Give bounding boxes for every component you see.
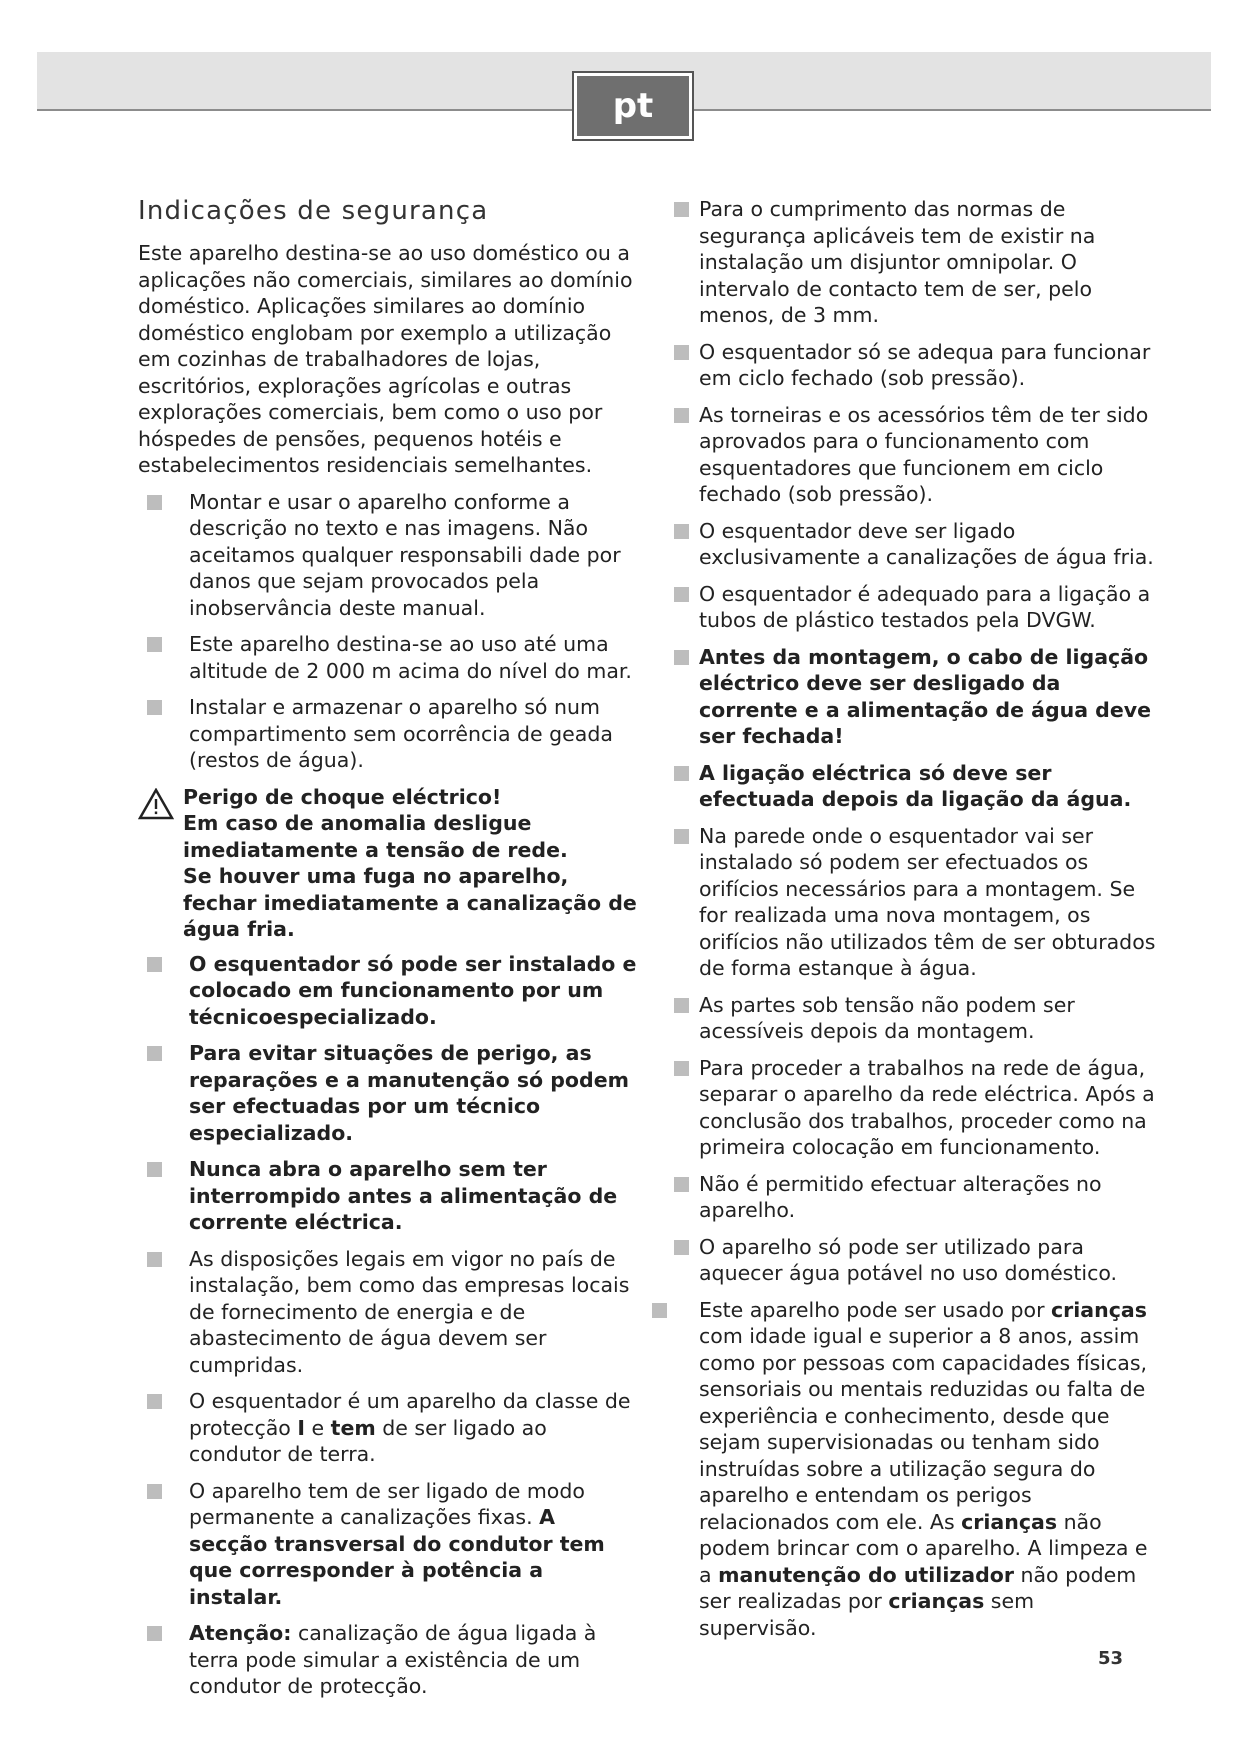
bullet-square-icon [147, 1252, 162, 1267]
list-item-text: Não é permitido efectuar alterações no aparelho. [699, 1171, 1102, 1222]
list-item [652, 823, 1157, 982]
list-item-text: O aparelho só pode ser utilizado para aquecer água potável no uso doméstico. [699, 1234, 1118, 1285]
bullet-square-icon [674, 766, 689, 781]
bullet-square-icon [147, 1394, 162, 1409]
warning-triangle-icon [138, 788, 174, 820]
bullet-square-icon [147, 1162, 162, 1177]
list-item [652, 1234, 1157, 1287]
bullet-square-icon [147, 637, 162, 652]
list-item [652, 992, 1157, 1045]
bullet-square-icon [674, 524, 689, 539]
list-item-text: Na parede onde o esquentador vai ser instalado só podem ser efectuados os orifícios necessários para a montagem. Se for realizada uma nova montagem, os orifícios não utilizados têm de ser obturados de forma estanque à água. [699, 823, 1156, 980]
warning-line: Se houver uma fuga no aparelho, fechar imediatamente a canalização de água fria. [183, 864, 637, 941]
list-item-text: O esquentador só pode ser instalado e colocado em funcionamento por um técnicoespecializado. [189, 951, 637, 1029]
list-item [652, 339, 1157, 392]
list-item-text: O aparelho tem de ser ligado de modo permanente a canalizações fixas. A secção transversal do condutor tem que corresponder à potência a instalar. [189, 1478, 605, 1609]
list-item-text: Instalar e armazenar o aparelho só num compartimento sem ocorrência de geada (restos de água). [189, 695, 613, 772]
intro-paragraph: Este aparelho destina-se ao uso doméstico ou a aplicações não comerciais, similares ao domínio doméstico. Aplicações similares ao domínio doméstico englobam por exemplo a utilização em cozinhas de trabalhadores de lojas, escritórios, explorações agrícolas e outras explorações comerciais, bem como o uso por hóspedes de pensões, pequenos hotéis e estabelecimentos residenciais semelhantes. [138, 241, 633, 477]
list-item [652, 1297, 1157, 1642]
bullet-square-icon [674, 998, 689, 1013]
bullet-square-icon [147, 1484, 162, 1499]
list-item [138, 1156, 638, 1236]
list-item [652, 196, 1157, 329]
bullet-square-icon [674, 202, 689, 217]
list-item-text: Este aparelho pode ser usado por crianças com idade igual e superior a 8 anos, assim como por pessoas com capacidades físicas, sensoriais ou mentais reduzidas ou falta de experiência e conhecimento, desde que sejam supervisionadas ou tenham sido instruídas sobre a utilização segura do aparelho e entendam os perigos relacionados com ele. As crianças não podem brincar com o aparelho. A limpeza e a manutenção do utilizador não podem ser realizadas por crianças sem supervisão. [699, 1297, 1148, 1640]
list-item-text: As partes sob tensão não podem ser acessíveis depois da montagem. [699, 992, 1075, 1043]
list-item [138, 951, 638, 1031]
list-item [138, 489, 638, 622]
bullet-square-icon [147, 957, 162, 972]
list-item-text: Montar e usar o aparelho conforme a descrição no texto e nas imagens. Não aceitamos qualquer responsabili dade por danos que sejam provocados pela inobservância deste manual. [189, 489, 621, 620]
list-item-text: As disposições legais em vigor no país de instalação, bem como das empresas locais de fornecimento de energia e de abastecimento de água devem ser cumpridas. [189, 1246, 630, 1377]
list-item-text: Este aparelho destina-se ao uso até uma altitude de 2 000 m acima do nível do mar. [189, 632, 632, 683]
warning-line: Em caso de anomalia desligue imediatamente a tensão de rede. [183, 811, 568, 862]
right-column [652, 196, 1157, 1651]
list-item-text: Para proceder a trabalhos na rede de água, separar o aparelho da rede eléctrica. Após a conclusão dos trabalhos, proceder como na primeira colocação em funcionamento. [699, 1055, 1155, 1159]
electric-shock-warning [138, 784, 638, 943]
list-item-text: Nunca abra o aparelho sem ter interrompido antes a alimentação de corrente eléctrica. [189, 1157, 618, 1234]
bullet-square-icon [674, 345, 689, 360]
list-item-text: Para evitar situações de perigo, as reparações e a manutenção só podem ser efectuadas por um técnico especializado. [189, 1041, 629, 1145]
bullet-square-icon [147, 1046, 162, 1061]
list-item [138, 1620, 638, 1700]
list-item [138, 1388, 638, 1468]
bullet-square-icon [674, 1061, 689, 1076]
list-item-text: Para o cumprimento das normas de segurança aplicáveis tem de existir na instalação um disjuntor omnipolar. O intervalo de contacto tem de ser, pelo menos, de 3 mm. [699, 197, 1096, 327]
list-item-text: As torneiras e os acessórios têm de ter sido aprovados para o funcionamento com esquentadores que funcionem em ciclo fechado (sob pressão). [699, 402, 1149, 506]
list-item-text: O esquentador é adequado para a ligação a tubos de plástico testados pela DVGW. [699, 581, 1151, 632]
list-item [138, 631, 638, 684]
list-item [138, 1040, 638, 1146]
list-item [138, 694, 638, 774]
list-item-text: Antes da montagem, o cabo de ligação eléctrico deve ser desligado da corrente e a alimentação de água deve ser fechada! [699, 644, 1152, 748]
warning-line: Perigo de choque eléctrico! [183, 784, 502, 809]
bullet-square-icon [674, 650, 689, 665]
list-item [652, 644, 1157, 750]
page-title: Indicações de segurança [138, 196, 489, 226]
list-item-text: Atenção: canalização de água ligada à terra pode simular a existência de um condutor de protecção. [189, 1621, 597, 1698]
bullet-square-icon [674, 1177, 689, 1192]
bullet-square-icon [147, 1626, 162, 1641]
list-item [138, 1478, 638, 1611]
list-item [652, 760, 1157, 813]
bullet-square-icon [652, 1303, 667, 1318]
bullet-square-icon [674, 1240, 689, 1255]
list-item [652, 518, 1157, 571]
bullet-square-icon [147, 700, 162, 715]
bullet-square-icon [147, 495, 162, 510]
list-item-text: O esquentador deve ser ligado exclusivamente a canalizações de água fria. [699, 518, 1154, 569]
left-column [138, 196, 638, 1710]
list-item [652, 581, 1157, 634]
list-item-text: O esquentador só se adequa para funcionar em ciclo fechado (sob pressão). [699, 339, 1151, 390]
list-item [138, 1246, 638, 1379]
list-item-text: A ligação eléctrica só deve ser efectuada depois da ligação da água. [699, 760, 1132, 811]
list-item [652, 1055, 1157, 1161]
bullet-square-icon [674, 408, 689, 423]
list-item [652, 402, 1157, 508]
page-number: 53 [1098, 1648, 1124, 1669]
language-code: pt [577, 76, 689, 136]
bullet-square-icon [674, 829, 689, 844]
list-item-text: O esquentador é um aparelho da classe de protecção I e tem de ser ligado ao condutor de terra. [189, 1389, 631, 1466]
language-tab [572, 71, 694, 141]
bullet-square-icon [674, 587, 689, 602]
list-item [652, 1171, 1157, 1224]
